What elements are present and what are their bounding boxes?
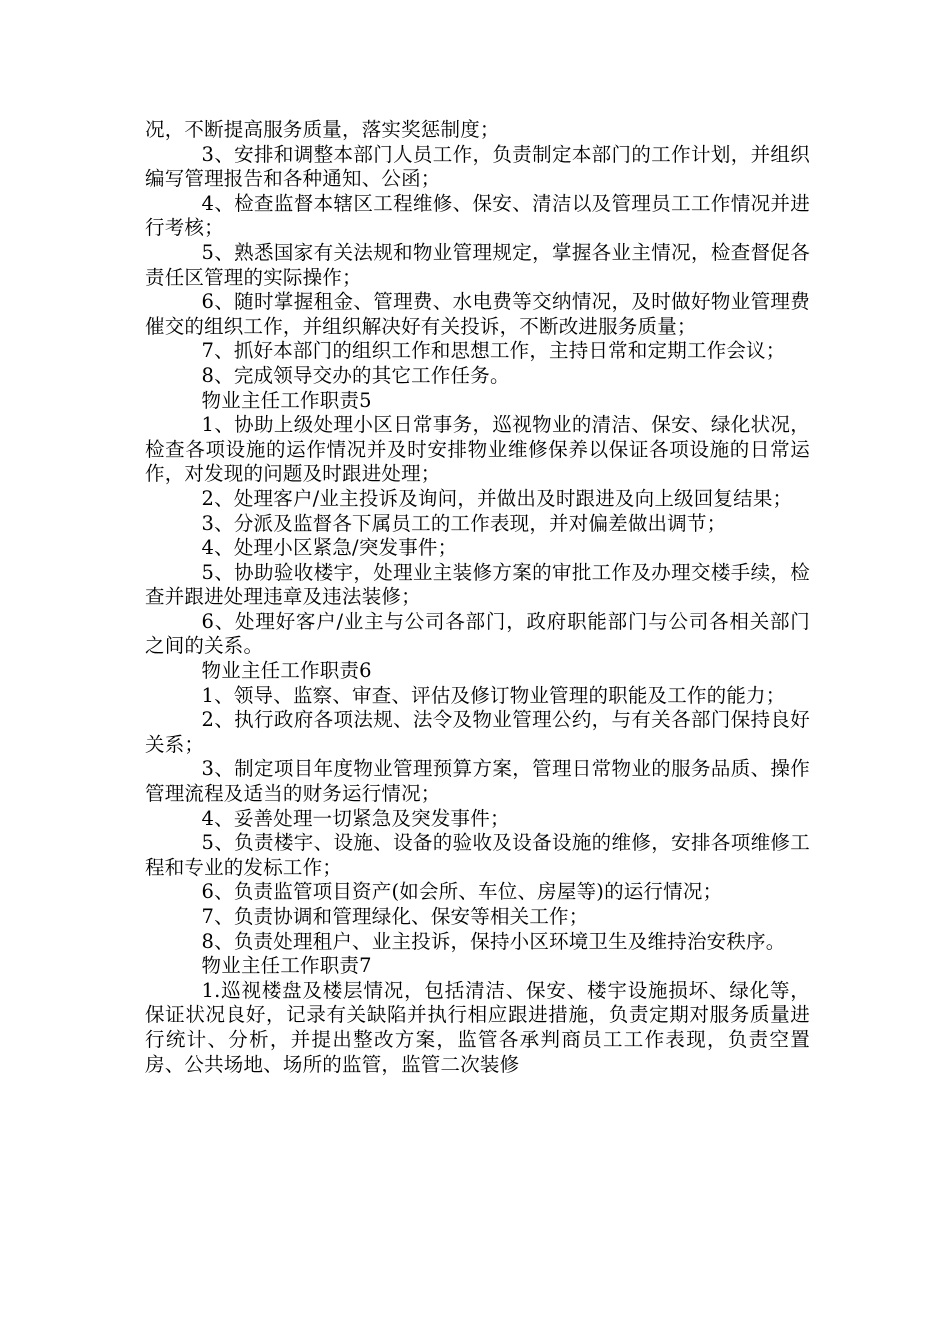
list-item: 6、随时掌握租金、管理费、水电费等交纳情况，及时做好物业管理费催交的组织工作，并组织解决好有关投诉，不断改进服务质量； bbox=[145, 290, 810, 338]
list-item: 8、负责处理租户、业主投诉，保持小区环境卫生及维持治安秩序。 bbox=[201, 929, 786, 953]
list-item: 4、检查监督本辖区工程维修、保安、清洁以及管理员工工作情况并进行考核； bbox=[145, 191, 810, 240]
list-item: 6、处理好客户/业主与公司各部门，政府职能部门与公司各相关部门之间的关系。 bbox=[145, 609, 810, 658]
section-heading: 物业主任工作职责6 bbox=[201, 659, 372, 683]
list-item: 4、处理小区紧急/突发事件； bbox=[201, 536, 458, 560]
document-body bbox=[145, 118, 810, 1077]
section-heading: 物业主任工作职责5 bbox=[201, 388, 372, 412]
list-item: 5、协助验收楼宇，处理业主装修方案的审批工作及办理交楼手续，检查并跟进处理违章及违法装修； bbox=[145, 560, 810, 609]
paragraph: 况，不断提高服务质量，落实奖惩制度； bbox=[145, 118, 500, 141]
list-item: 2、执行政府各项法规、法令及物业管理公约，与有关各部门保持良好关系； bbox=[145, 708, 810, 756]
list-item: 2、处理客户/业主投诉及询问，并做出及时跟进及向上级回复结果； bbox=[201, 486, 793, 510]
list-item: 7、负责协调和管理绿化、保安等相关工作； bbox=[201, 905, 589, 928]
list-item: 6、负责监管项目资产(如会所、车位、房屋等)的运行情况； bbox=[201, 880, 723, 904]
list-item: 8、完成领导交办的其它工作任务。 bbox=[201, 363, 510, 387]
list-item: 3、安排和调整本部门人员工作，负责制定本部门的工作计划，并组织编写管理报告和各种通知、公函； bbox=[145, 142, 810, 191]
list-item: 5、熟悉国家有关法规和物业管理规定，掌握各业主情况，检查督促各责任区管理的实际操作； bbox=[145, 240, 810, 289]
list-item: 1.巡视楼盘及楼层情况，包括清洁、保安、楼宇设施损坏、绿化等，保证状况良好，记录有关缺陷并执行相应跟进措施，负责定期对服务质量进行统计、分析，并提出整改方案，监管各承判商员工工作表现，负责空置房、公共场地、场所的监管，监管二次装修 bbox=[145, 978, 810, 1076]
list-item: 1、领导、监察、审查、评估及修订物业管理的职能及工作的能力； bbox=[201, 683, 786, 707]
list-item: 7、抓好本部门的组织工作和思想工作，主持日常和定期工作会议； bbox=[201, 339, 786, 363]
list-item: 4、妥善处理一切紧急及突发事件； bbox=[201, 806, 510, 830]
list-item: 1、协助上级处理小区日常事务，巡视物业的清洁、保安、绿化状况，检查各项设施的运作情况并及时安排物业维修保养以保证各项设施的日常运作，对发现的问题及时跟进处理； bbox=[145, 413, 810, 486]
section-heading: 物业主任工作职责7 bbox=[201, 954, 372, 978]
list-item: 5、负责楼宇、设施、设备的验收及设备设施的维修，安排各项维修工程和专业的发标工作； bbox=[145, 831, 810, 879]
list-item: 3、制定项目年度物业管理预算方案，管理日常物业的服务品质、操作管理流程及适当的财务运行情况； bbox=[145, 757, 810, 806]
list-item: 3、分派及监督各下属员工的工作表现，并对偏差做出调节； bbox=[201, 511, 727, 535]
